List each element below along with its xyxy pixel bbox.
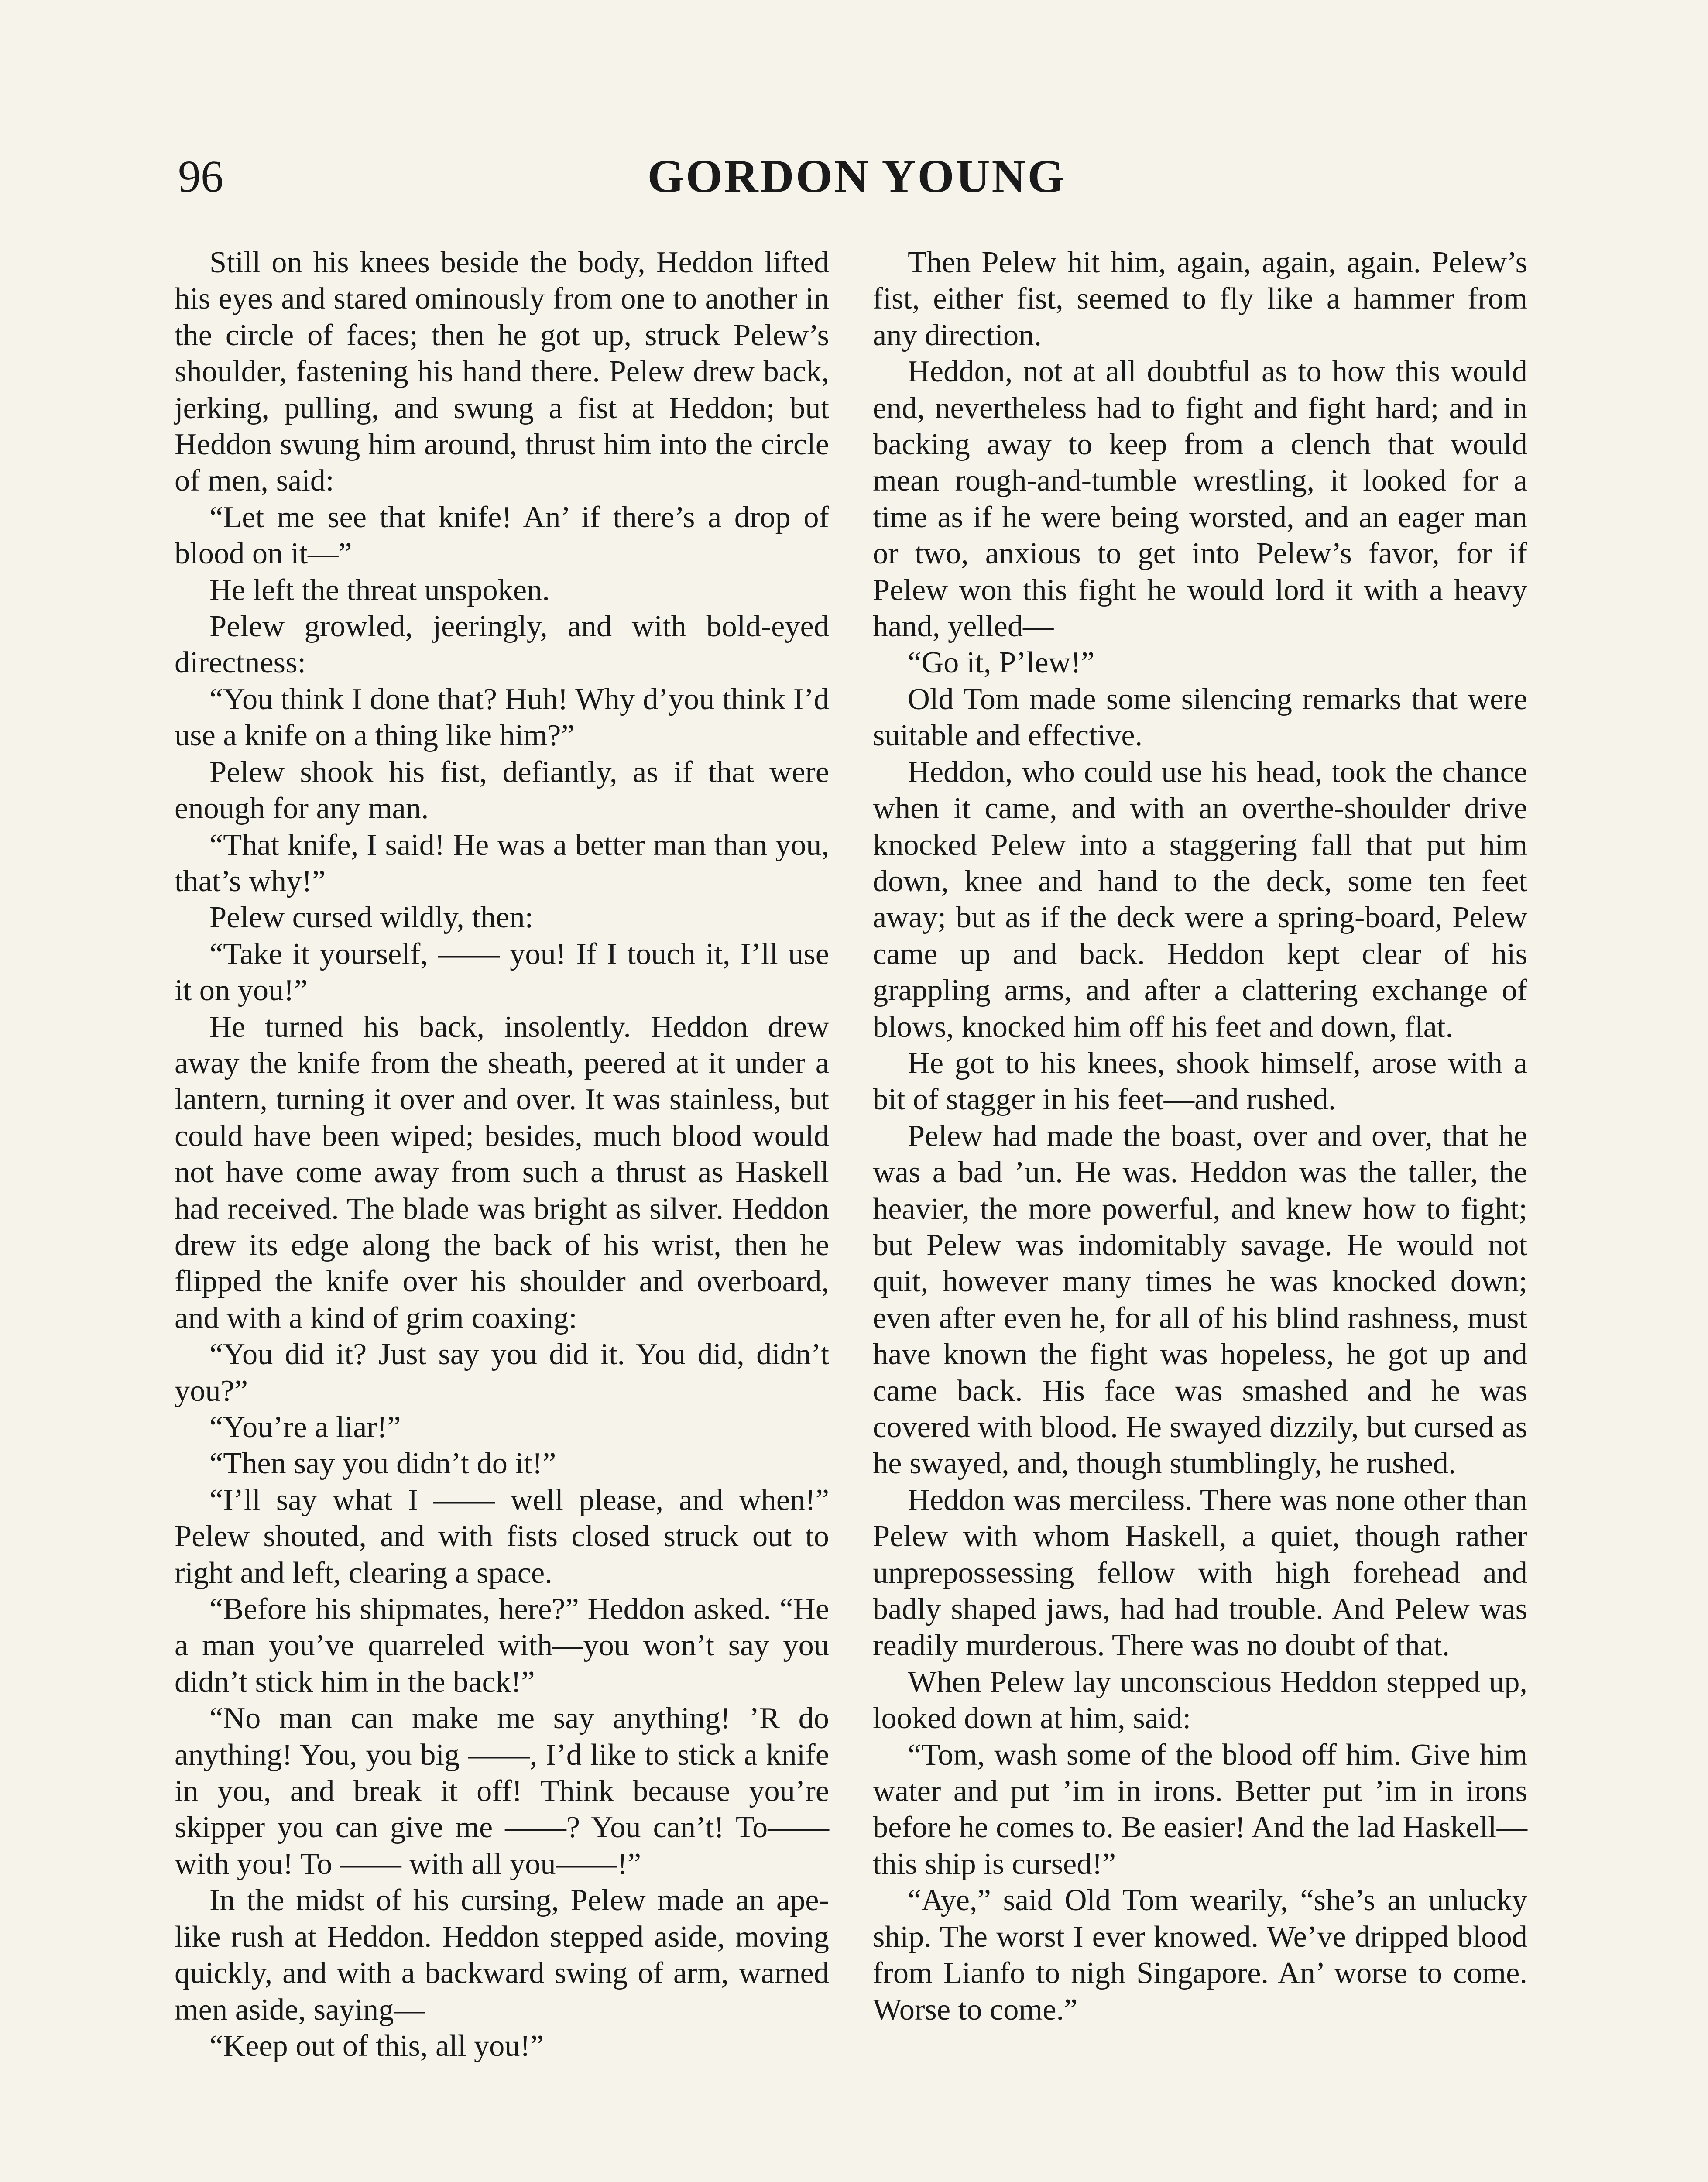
paragraph: “That knife, I said! He was a better man than you, that’s why!”: [175, 827, 829, 898]
paragraph: “Let me see that knife! An’ if there’s a drop of blood on it—”: [175, 500, 829, 571]
paragraph: He got to his knees, shook himself, arose with a bit of stagger in his feet—and rushed.: [873, 1046, 1527, 1117]
paragraph: He turned his back, insolently. Heddon drew away the knife from the sheath, peered at it under a lantern, turning it over and over. It was stainless, but could have been wiped; besides, much blood would not have come away from such a thrust as Haskell had received. The blade was bright as silver. Heddon drew its edge along the back of his wrist, then he flipped the knife over his shoulder and overboard, and with a kind of grim coaxing:: [175, 1009, 829, 1335]
running-head: GORDON YOUNG: [647, 151, 1066, 202]
paragraph: “Keep out of this, all you!”: [209, 2028, 544, 2063]
paragraph: Then Pelew hit him, again, again, again. Pelew’s fist, either fist, seemed to fly like a hammer from any direction.: [873, 245, 1527, 352]
paragraph: “You did it? Just say you did it. You did, didn’t you?”: [175, 1337, 829, 1408]
paragraph: “Take it yourself, —— you! If I touch it, I’ll use it on you!”: [175, 937, 829, 1008]
right-column: [873, 244, 1527, 2028]
paragraph: Pelew had made the boast, over and over, that he was a bad ’un. He was. Heddon was the taller, the heavier, the more powerful, and knew how to fight; but Pelew was indomitably savage. He would not quit, however many times he was knocked down; even after even he, for all of his blind rashness, must have known the fight was hopeless, he got up and came back. His face was smashed and he was covered with blood. He swayed dizzily, but cursed as he swayed, and, though stumblingly, he rushed.: [873, 1118, 1527, 1481]
paragraph: He left the threat unspoken.: [209, 573, 550, 607]
paragraph: “You’re a liar!”: [209, 1410, 401, 1444]
paragraph: “Then say you didn’t do it!”: [209, 1446, 556, 1481]
paragraph: Pelew shook his fist, defiantly, as if that were enough for any man.: [175, 755, 829, 826]
paragraph: Heddon was merciless. There was none other than Pelew with whom Haskell, a quiet, though rather unprepossessing fellow with high forehead and badly shaped jaws, had had trouble. And Pelew was readily murderous. There was no doubt of that.: [873, 1482, 1527, 1663]
paragraph: Still on his knees beside the body, Heddon lifted his eyes and stared ominously from one to another in the circle of faces; then he got up, struck Pelew’s shoulder, fastening his hand there. Pelew drew back, jerking, pulling, and swung a fist at Heddon; but Heddon swung him around, thrust him into the circle of men, said:: [175, 245, 829, 498]
paragraph: When Pelew lay unconscious Heddon stepped up, looked down at him, said:: [873, 1664, 1527, 1736]
page-number: 96: [178, 151, 223, 202]
paragraph: “Aye,” said Old Tom wearily, “she’s an unlucky ship. The worst I ever knowed. We’ve dripped blood from Lianfo to nigh Singapore. An’ worse to come. Worse to come.”: [873, 1883, 1527, 2027]
left-column: [175, 244, 829, 2064]
page-header: [178, 146, 1535, 207]
paragraph: Heddon, not at all doubtful as to how this would end, nevertheless had to fight and fight hard; and in backing away to keep from a clench that would mean rough-and-tumble wrestling, it looked for a time as if he were being worsted, and an eager man or two, anxious to get into Pelew’s favor, for if Pelew won this fight he would lord it with a heavy hand, yelled—: [873, 354, 1527, 644]
paragraph: “I’ll say what I —— well please, and when!” Pelew shouted, and with fists closed struck out to right and left, clearing a space.: [175, 1482, 829, 1590]
paragraph: Pelew cursed wildly, then:: [209, 900, 534, 935]
paragraph: Heddon, who could use his head, took the chance when it came, and with an overthe-shoulder drive knocked Pelew into a staggering fall that put him down, knee and hand to the deck, some ten feet away; but as if the deck were a spring-board, Pelew came up and back. Heddon kept clear of his grappling arms, and after a clattering exchange of blows, knocked him off his feet and down, flat.: [873, 755, 1527, 1044]
paragraph: Pelew growled, jeeringly, and with bold-eyed directness:: [175, 609, 829, 680]
paragraph: “Go it, P’lew!”: [908, 645, 1095, 680]
paragraph: “No man can make me say anything! ’R do anything! You, you big ——, I’d like to stick a knife in you, and break it off! Think because you’re skipper you can give me ——? You can’t! To—— with you! To —— with all you——!”: [175, 1701, 829, 1881]
paragraph: “Before his shipmates, here?” Heddon asked. “He a man you’ve quarreled with—you won’t say you didn’t stick him in the back!”: [175, 1592, 829, 1699]
paragraph: “You think I done that? Huh! Why d’you think I’d use a knife on a thing like him?”: [175, 682, 829, 753]
paragraph: In the midst of his cursing, Pelew made an ape-like rush at Heddon. Heddon stepped aside, moving quickly, and with a backward swing of arm, warned men aside, saying—: [175, 1883, 829, 2027]
paragraph: “Tom, wash some of the blood off him. Give him water and put ’im in irons. Better put ’im in irons before he comes to. Be easier! And the lad Haskell—this ship is cursed!”: [873, 1737, 1527, 1881]
paragraph: Old Tom made some silencing remarks that were suitable and effective.: [873, 682, 1527, 753]
